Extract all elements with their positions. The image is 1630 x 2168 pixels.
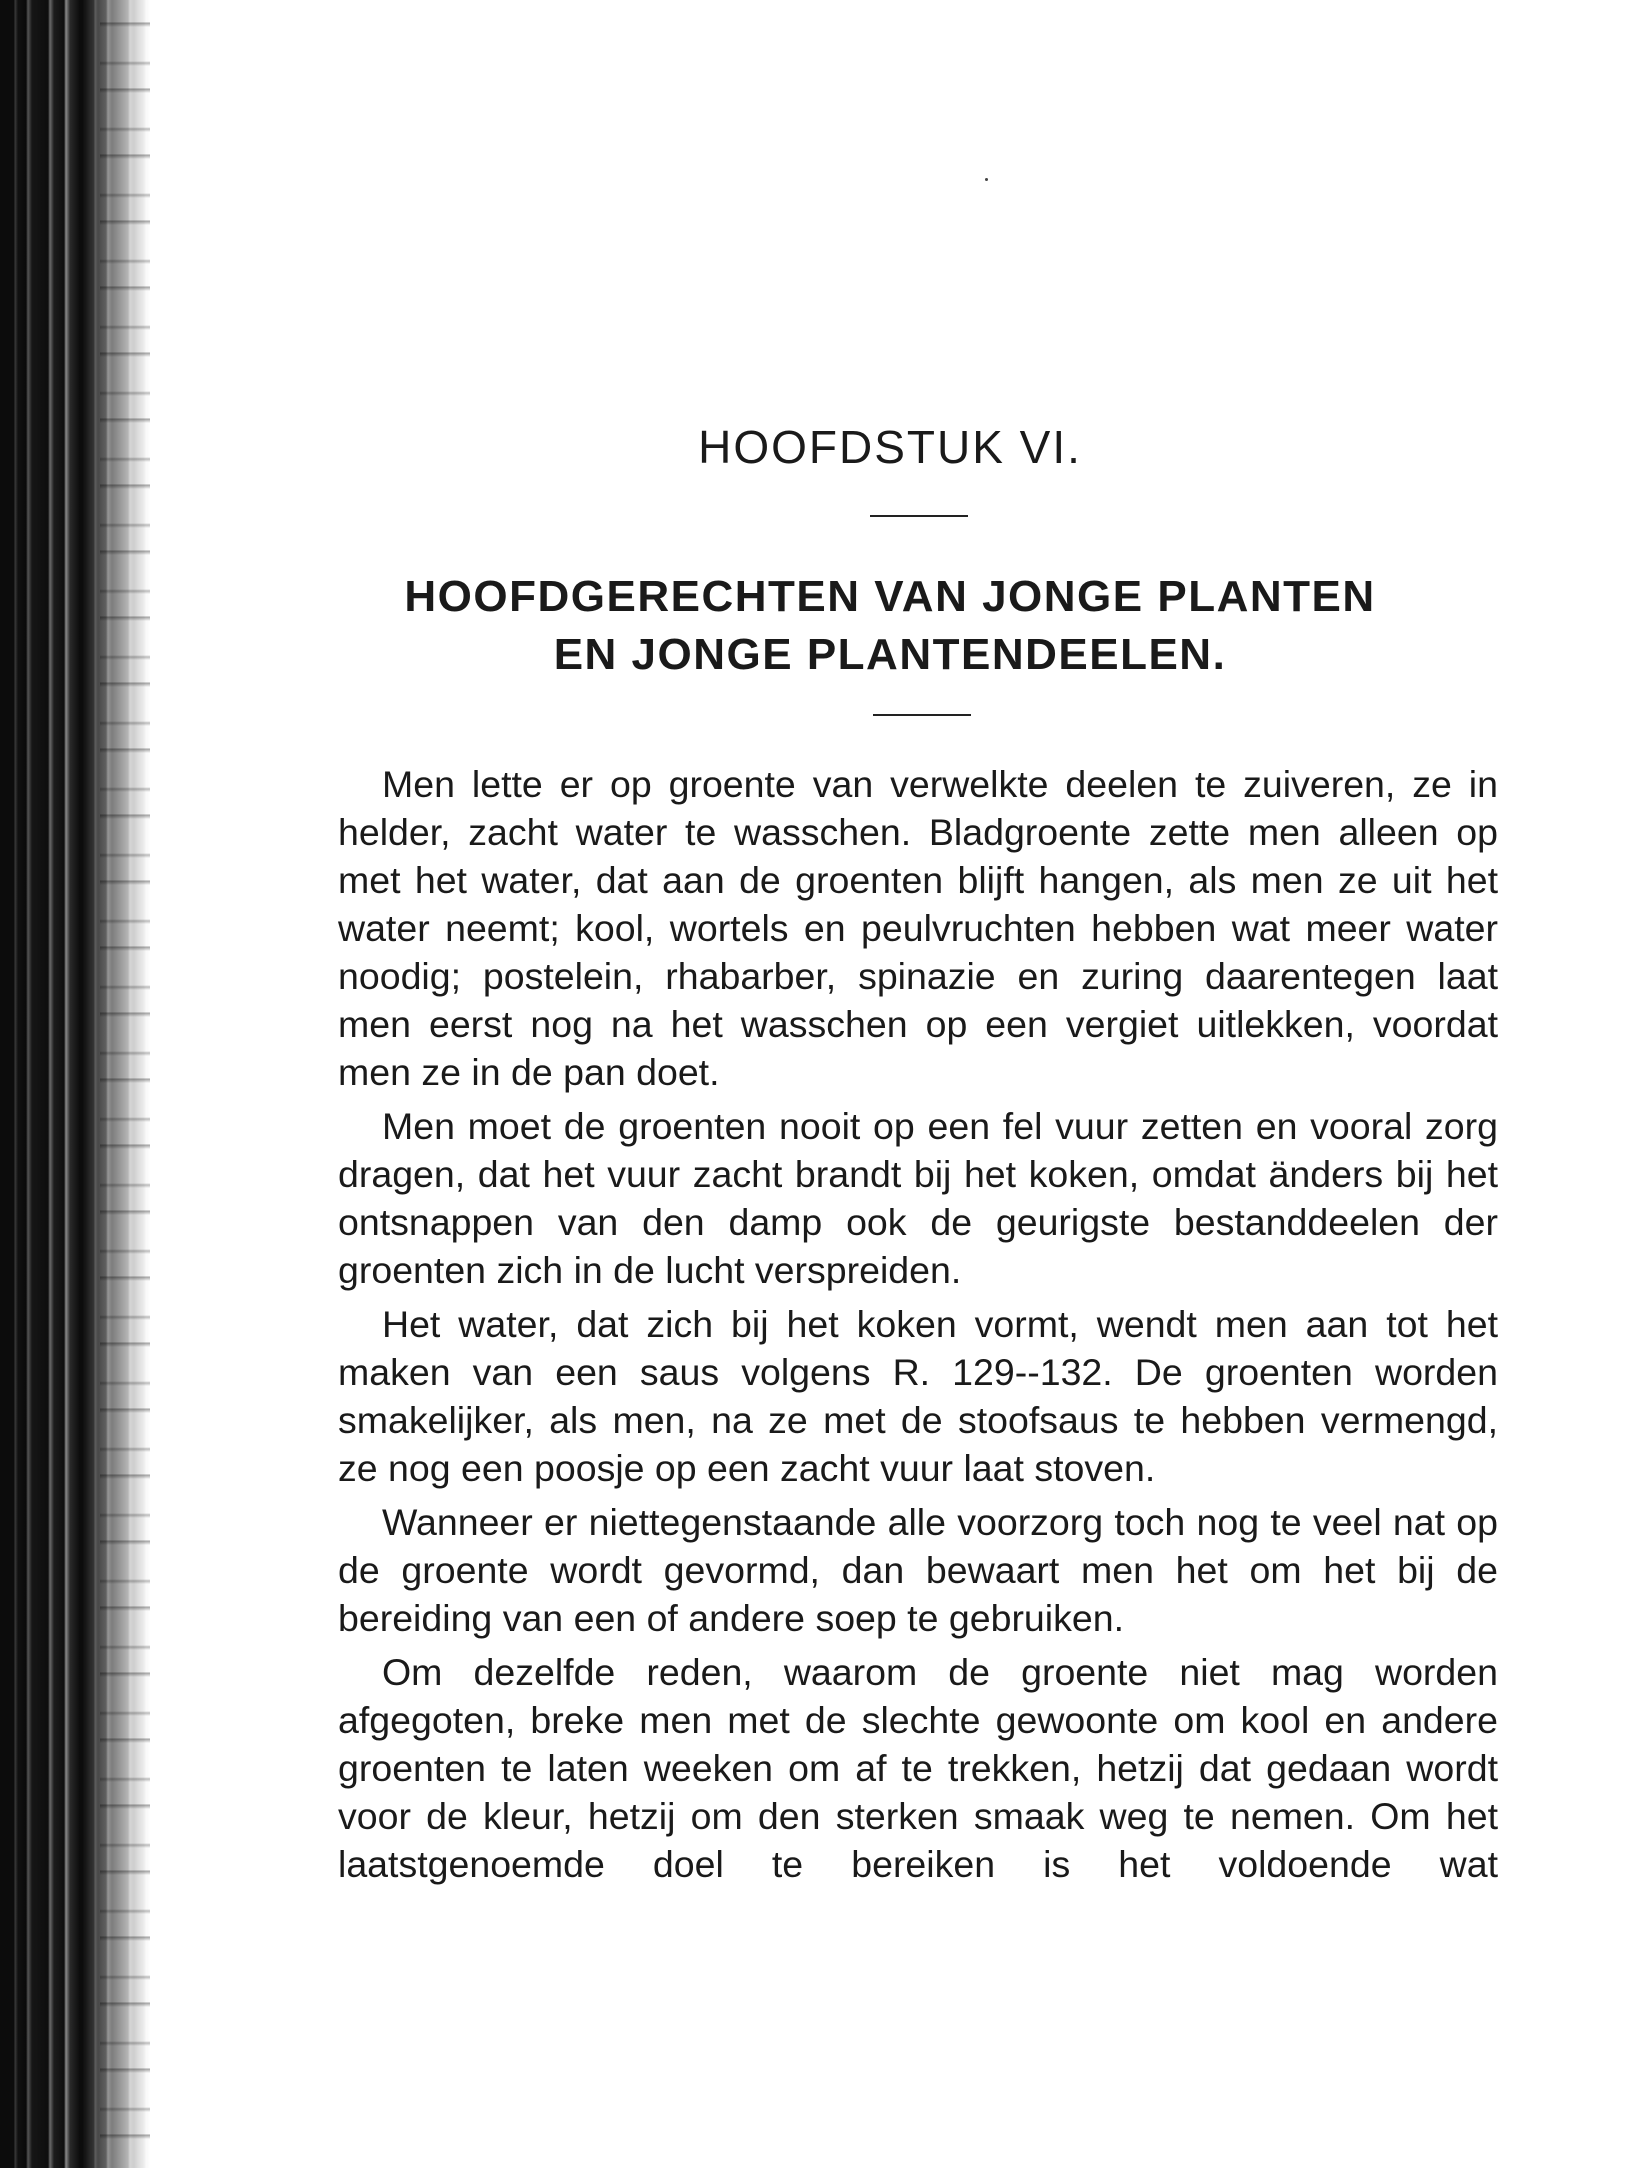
divider-rule-bottom xyxy=(873,714,971,716)
divider-rule-top xyxy=(870,515,968,517)
chapter-title-line-1: HOOFDGERECHTEN VAN JONGE PLANTEN xyxy=(404,572,1376,621)
binding-speckle xyxy=(100,0,150,2168)
paragraph: Het water, dat zich bij het koken vormt, wendt men aan tot het maken van een saus volgens R. 129--132. De groenten worden smakelijker, als men, na ze met de stoofsaus te hebben vermengd, ze nog een poosje op een zacht vuur laat stoven. xyxy=(338,1303,1498,1489)
chapter-title-line-2: EN JONGE PLANTENDEELEN. xyxy=(553,630,1227,679)
paragraph: Wanneer er niettegenstaande alle voorzorg toch nog te veel nat op de groente wordt gevormd, dan bewaart men het om het bij de bereiding van een of andere soep te gebruiken. xyxy=(338,1501,1498,1639)
paragraph: Om dezelfde reden, waarom de groente niet mag worden afgegoten, breke men met de slechte gewoonte om kool en andere groenten te laten weeken om af te trekken, hetzij dat gedaan wordt voor de kleur, hetzij om den sterken smaak weg te nemen. Om het laatstgenoemde doel te bereiken is het voldoende wat xyxy=(338,1651,1498,1885)
chapter-title xyxy=(150,568,1630,684)
paragraph: Men lette er op groente van verwelkte deelen te zuiveren, ze in helder, zacht water te wasschen. Bladgroente zette men alleen op met het water, dat aan de groenten blijft hangen, als men ze uit het water neemt; kool, wortels en peulvruchten hebben wat meer water noodig; postelein, rhabarber, spinazie en zuring daarentegen laat men eerst nog na het wasschen op een vergiet uitlekken, voordat men ze in de pan doet. xyxy=(338,763,1498,1093)
scan-speck xyxy=(985,178,988,181)
chapter-label: HOOFDSTUK VI. xyxy=(698,421,1082,473)
paragraph: Men moet de groenten nooit op een fel vuur zetten en vooral zorg dragen, dat het vuur zacht brandt bij het koken, omdat änders bij het ontsnappen van den damp ook de geurigste bestanddeelen der groenten zich in de lucht verspreiden. xyxy=(338,1105,1498,1291)
body-text xyxy=(338,760,1498,1894)
